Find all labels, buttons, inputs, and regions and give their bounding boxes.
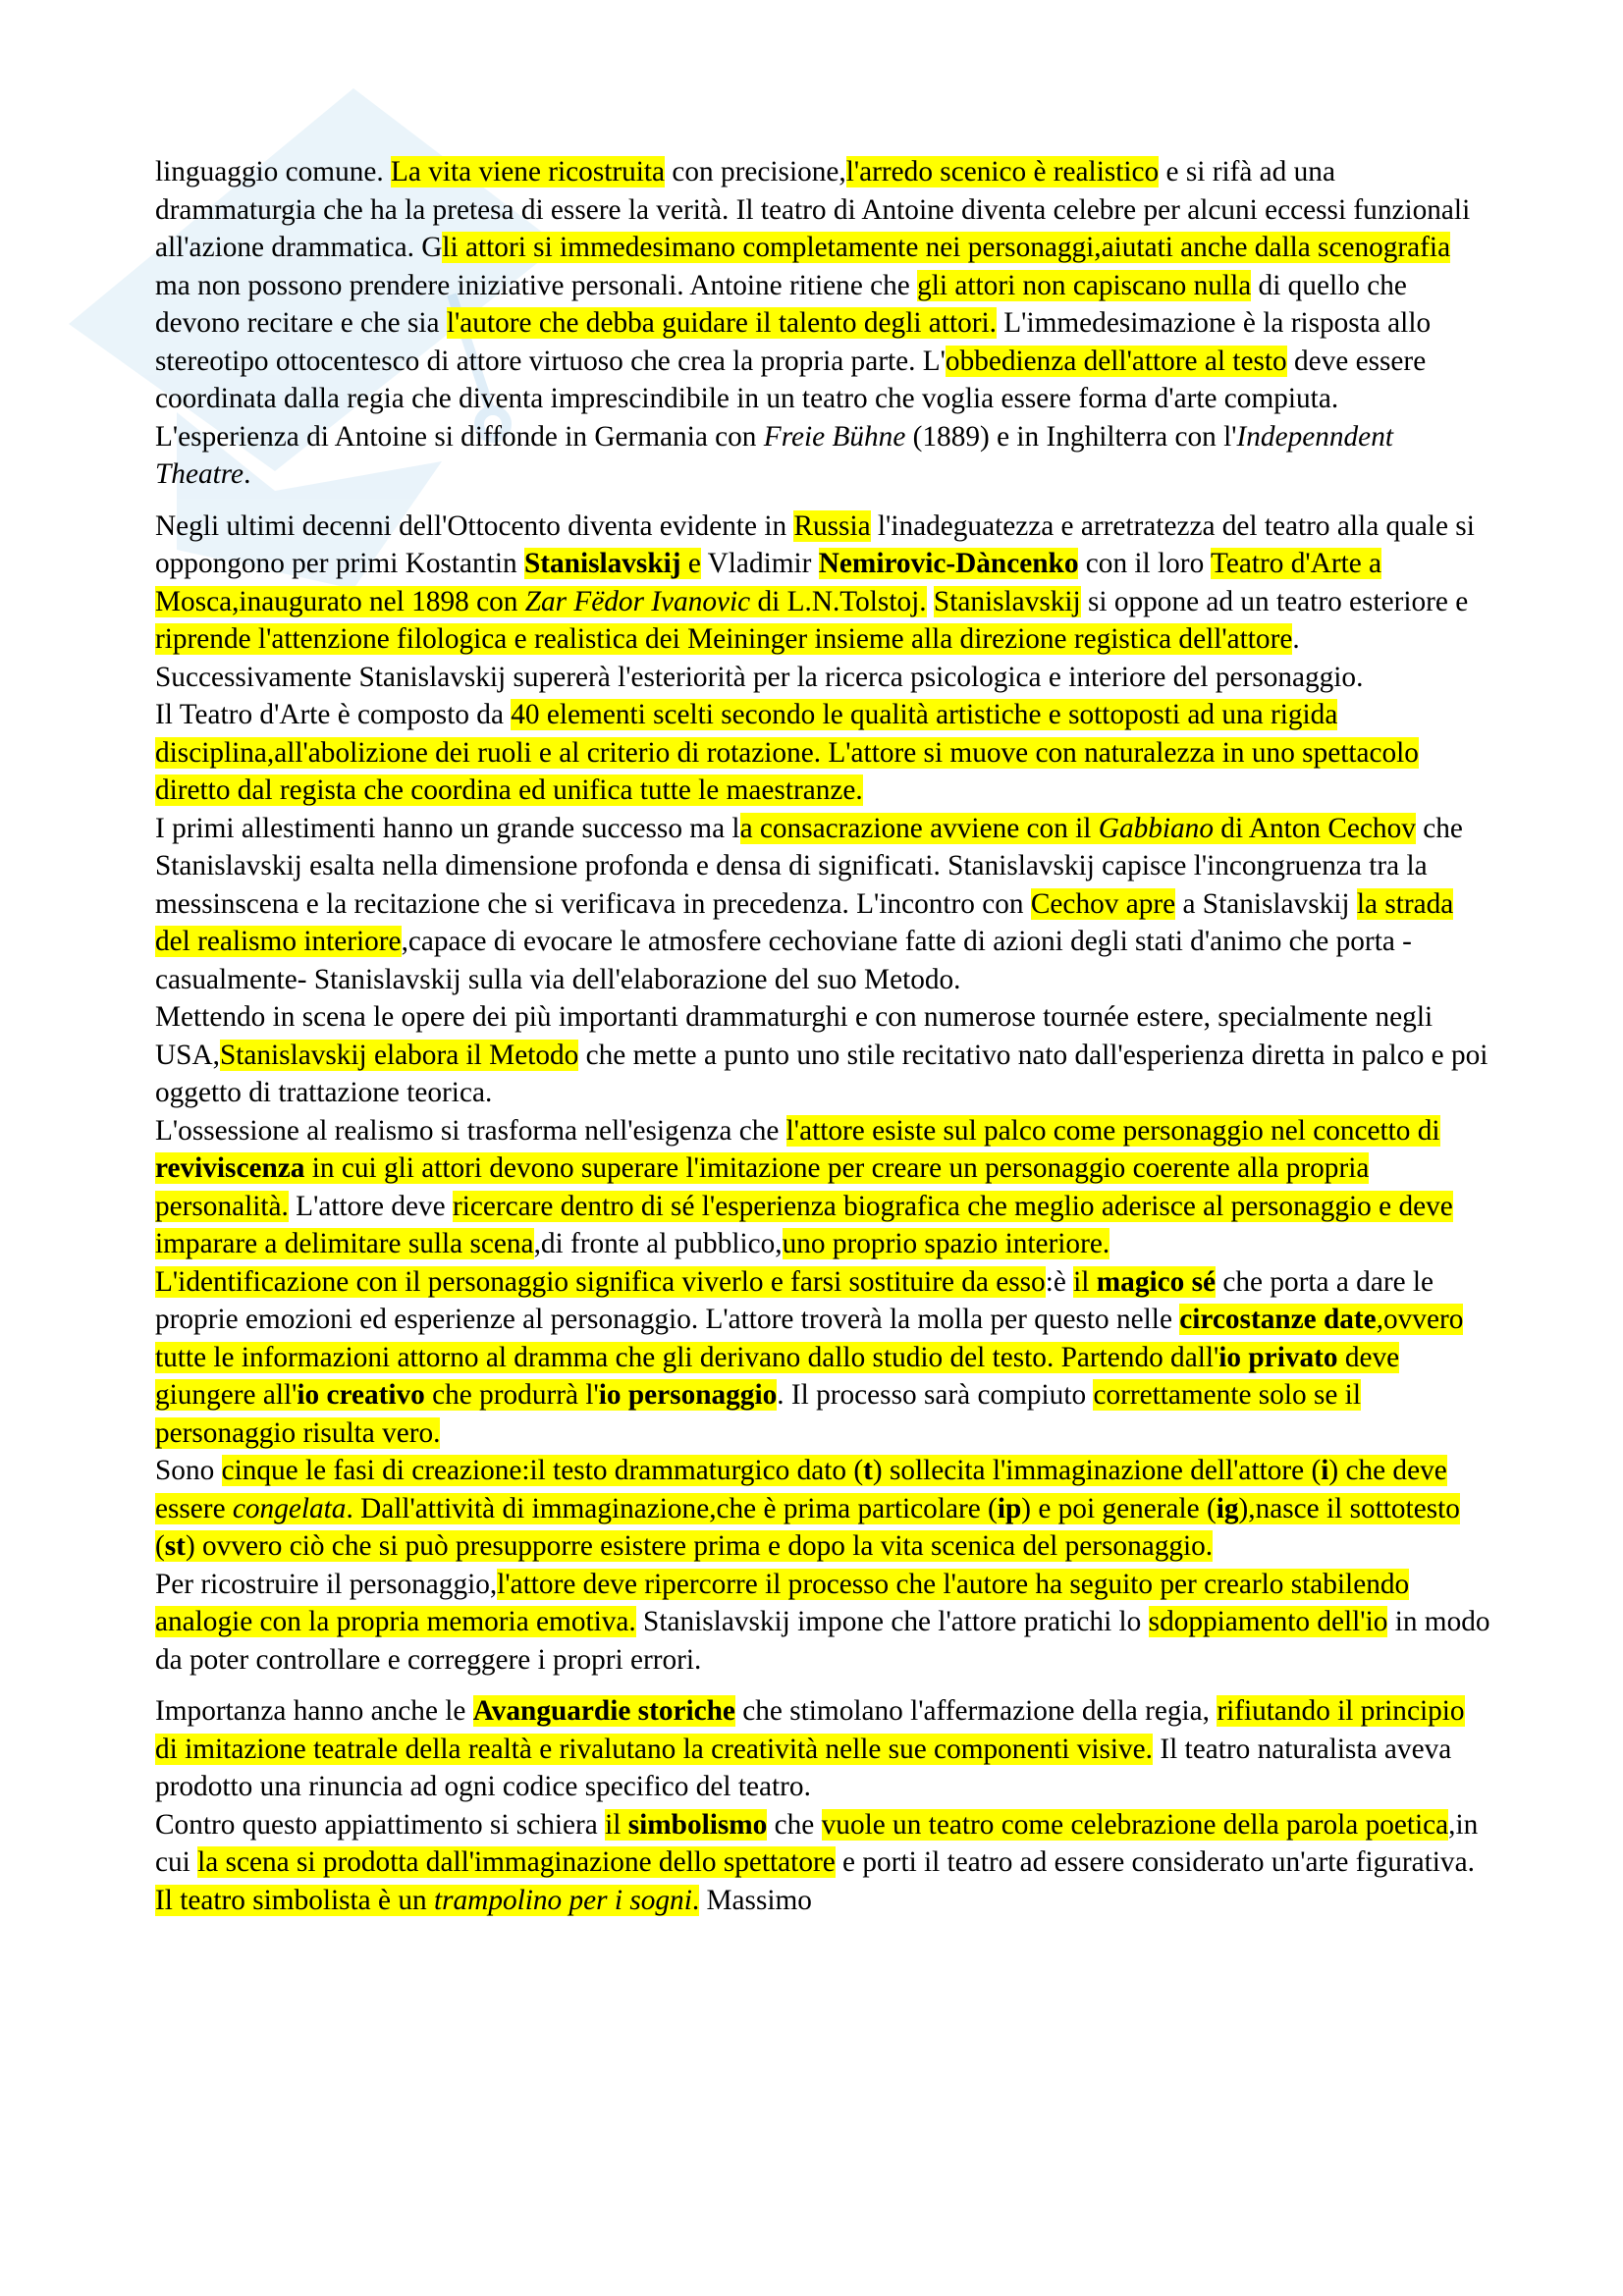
- highlighted-text: Stanislavskij: [933, 585, 1081, 617]
- text-run: Contro questo appiattimento si schiera: [155, 1808, 606, 1841]
- text-run: che Stanislavskij esalta nella dimensione profonda e densa di significati. Stanislavskij capisce l'incongruenza tra la messinscena e la recitazione che si verificava in precedenza. L'incontro con: [155, 812, 1463, 920]
- highlighted-text: l'attore esiste sul palco come personaggio nel concetto di: [785, 1114, 1440, 1147]
- text-run: ,di fronte al pubblico,: [533, 1228, 783, 1259]
- highlighted-text: La vita viene ricostruita: [391, 156, 666, 187]
- highlighted-text: rifiutando il principio di imitazione teatrale della realtà e rivalutano la creatività nelle sue componenti visive.: [155, 1695, 1465, 1765]
- text-run: L'esperienza di Antoine si diffonde in Germania con: [155, 420, 764, 453]
- highlighted-text: Nemirovic-Dàncenko: [818, 548, 1079, 579]
- text-run: . Il processo sarà compiuto: [777, 1379, 1094, 1411]
- highlighted-text: il: [1073, 1265, 1097, 1298]
- highlighted-text: 40 elementi scelti secondo le qualità artistiche e sottoposti ad una rigida disciplina,all'abolizione dei ruoli e al criterio di rotazione. L'attore si muove con naturalezza in uno spettacolo diretto dal regista che coordina ed unifica tutte le maestranze.: [155, 699, 1419, 806]
- text-run: a Stanislavskij: [1175, 887, 1357, 920]
- highlighted-text: Avanguardie storiche: [472, 1695, 735, 1727]
- highlighted-text: correttamente solo se il personaggio risulta vero.: [155, 1379, 1361, 1449]
- highlighted-text: Stanislavskij: [523, 548, 681, 579]
- text-run: Freie Bühne: [763, 420, 906, 453]
- highlighted-text: sdoppiamento dell'io: [1148, 1606, 1388, 1637]
- highlighted-text: l'autore che debba guidare il talento degli attori.: [446, 307, 997, 339]
- highlighted-text: ) ovvero ciò che si può presupporre esistere prima e dopo la vita scenica del personaggio.: [185, 1530, 1214, 1562]
- highlighted-text: L'identificazione con il personaggio significa viverlo e farsi sostituire da esso: [155, 1265, 1046, 1298]
- paragraph: [155, 1452, 1490, 1566]
- text-run: e porti il teatro ad essere considerato un'arte figurativa.: [835, 1846, 1475, 1878]
- text-run: Massimo: [699, 1884, 812, 1916]
- highlighted-text: io privato: [1218, 1341, 1338, 1373]
- highlighted-text: di Anton Cechov: [1213, 812, 1416, 844]
- text-run: (1889) e in Inghilterra con l': [905, 420, 1237, 453]
- highlighted-text: Cechov apre: [1030, 887, 1176, 920]
- highlighted-text: io personaggio: [598, 1379, 778, 1411]
- highlighted-text: vuole un teatro come celebrazione della parola poetica: [821, 1808, 1449, 1841]
- highlighted-text: simbolismo: [627, 1808, 768, 1841]
- highlighted-text: ) che deve essere: [155, 1455, 1447, 1524]
- highlighted-text: io creativo: [297, 1379, 425, 1411]
- text-run: deve essere coordinata dalla regia che diventa imprescindibile in un teatro che voglia essere forma d'arte compiuta.: [155, 345, 1427, 414]
- paragraph: [155, 998, 1490, 1112]
- text-run: di quello che devono recitare e che sia: [155, 269, 1407, 339]
- text-run: Indepenndent Theatre: [155, 420, 1393, 490]
- highlighted-text: ig: [1216, 1492, 1239, 1524]
- highlighted-text: l'attore deve ripercorre il processo che l'autore ha seguito per crearlo stabilendo analogie con la propria memoria emotiva.: [155, 1568, 1410, 1637]
- text-run: e si rifà ad una drammaturgia che ha la pretesa di essere la verità. Il teatro di Antoine diventa celebre per alcuni eccessi funzionali all'azione drammatica. G: [155, 156, 1471, 263]
- text-run: ,capace di evocare le atmosfere cechoviane fatte di azioni degli stati d'animo che porta -casualmente- Stanislavskij sulla via dell'elaborazione del suo Metodo.: [155, 926, 1412, 995]
- highlighted-text: st: [164, 1530, 186, 1562]
- highlighted-text: uno proprio spazio interiore.: [782, 1228, 1110, 1259]
- document-page: [155, 153, 1490, 1919]
- highlighted-text: la strada del realismo interiore: [155, 887, 1454, 957]
- highlighted-text: riprende l'attenzione filologica e realistica dei Meininger insieme alla direzione registica dell'attore: [155, 623, 1293, 655]
- text-run: con il loro: [1078, 548, 1212, 579]
- text-run: in modo da poter controllare e correggere i propri errori.: [155, 1606, 1490, 1676]
- text-run: che: [767, 1808, 822, 1841]
- highlighted-text: in cui gli attori devono superare l'imitazione per creare un personaggio coerente alla propria personalità.: [155, 1152, 1370, 1222]
- text-run: [927, 586, 934, 617]
- highlighted-text: cinque le fasi di creazione:il testo drammaturgico dato (: [221, 1455, 864, 1486]
- highlighted-text: i: [1321, 1455, 1329, 1486]
- highlighted-text: Il teatro simbolista è un: [155, 1884, 434, 1916]
- text-run: L'immedesimazione è la risposta allo stereotipo ottocentesco di attore virtuoso che crea la propria parte. L': [155, 307, 1432, 377]
- paragraph: [155, 1806, 1490, 1920]
- highlighted-text: li attori si immedesimano completamente nei personaggi,aiutati anche dalla scenografia: [442, 232, 1451, 263]
- highlighted-text: t: [863, 1455, 873, 1486]
- paragraph: [155, 1263, 1490, 1453]
- text-run: che stimolano l'affermazione della regia,: [734, 1695, 1217, 1727]
- text-run: I primi allestimenti hanno un grande successo ma l: [155, 812, 740, 844]
- paragraph: [155, 1566, 1490, 1680]
- text-run: Mettendo in scena le opere dei più importanti drammaturghi e con numerose tournée estere, specialmente negli USA,: [155, 1001, 1434, 1071]
- highlighted-text: Russia: [793, 509, 871, 542]
- highlighted-text: ) e poi generale (: [1021, 1492, 1217, 1524]
- highlighted-text: Stanislavskij elabora il Metodo: [219, 1039, 579, 1071]
- paragraph: [155, 1692, 1490, 1806]
- text-run: Vladimir: [700, 548, 819, 579]
- highlighted-text: Teatro d'Arte a Mosca,inaugurato nel 1898 con: [155, 548, 1382, 617]
- text-run: l'inadeguatezza e arretratezza del teatro alla quale si oppongono per primi Kostantin: [155, 509, 1475, 579]
- highlighted-text: reviviscenza: [155, 1152, 305, 1184]
- text-run: Per ricostruire il personaggio,: [155, 1568, 498, 1600]
- highlighted-text: ),nasce il sottotesto (: [155, 1492, 1460, 1562]
- highlighted-text: obbedienza dell'attore al testo: [945, 345, 1287, 377]
- text-run: linguaggio comune.: [155, 156, 392, 187]
- text-run: Stanislavskij impone che l'attore pratichi lo: [635, 1606, 1149, 1637]
- highlighted-text: . Dall'attività di immaginazione,che è prima particolare (: [346, 1492, 998, 1524]
- text-run: che porta a dare le proprie emozioni ed esperienze al personaggio. L'attore troverà la molla per questo nelle: [155, 1265, 1434, 1335]
- highlighted-text: ) sollecita l'immaginazione dell'attore (: [872, 1455, 1322, 1486]
- highlighted-text: .: [691, 1884, 700, 1916]
- text-run: si oppone ad un teatro esteriore e: [1080, 585, 1469, 617]
- highlighted-text: Zar Fëdor Ivanovic: [524, 585, 751, 617]
- highlighted-text: trampolino per i sogni: [433, 1884, 692, 1916]
- text-run: Il teatro naturalista aveva prodotto una rinuncia ad ogni codice specifico del teatro.: [155, 1733, 1452, 1802]
- text-run: L'ossessione al realismo si trasforma nell'esigenza che: [155, 1114, 786, 1147]
- text-run: ma non possono prendere iniziative personali. Antoine ritiene che: [155, 269, 918, 301]
- text-run: . Successivamente Stanislavskij supererà l'esteriorità per la ricerca psicologica e interiore del personaggio.: [155, 623, 1364, 693]
- text-run: .: [243, 458, 251, 490]
- paragraph: [155, 1112, 1490, 1263]
- highlighted-text: l'arredo scenico è realistico: [845, 156, 1160, 187]
- text-run: Sono: [155, 1455, 222, 1486]
- highlighted-text: di L.N.Tolstoj.: [750, 585, 927, 617]
- paragraph: [155, 153, 1490, 418]
- paragraph: [155, 696, 1490, 810]
- text-run: :è: [1045, 1265, 1074, 1298]
- paragraph: [155, 418, 1490, 494]
- text-run: che mette a punto uno stile recitativo nato dall'esperienza diretta in palco e poi oggetto di trattazione teorica.: [155, 1039, 1488, 1108]
- paragraph: [155, 507, 1490, 697]
- highlighted-text: e: [680, 548, 701, 579]
- highlighted-text: circostanze date: [1179, 1304, 1377, 1335]
- highlighted-text: ricercare dentro di sé l'esperienza biografica che meglio aderisce al personaggio e deve imparare a delimitare sulla scena: [155, 1190, 1453, 1259]
- highlighted-text: ,ovvero tutte le informazioni attorno al dramma che gli derivano dallo studio del testo. Partendo dall': [155, 1304, 1464, 1373]
- highlighted-text: la scena si prodotta dall'immaginazione dello spettatore: [197, 1846, 836, 1878]
- highlighted-text: congelata: [232, 1492, 347, 1524]
- highlighted-text: deve giungere all': [155, 1341, 1400, 1411]
- text-run: Importanza hanno anche le: [155, 1695, 473, 1727]
- highlighted-text: magico sé: [1096, 1265, 1217, 1298]
- text-run: Il Teatro d'Arte è composto da: [155, 699, 512, 730]
- highlighted-text: a consacrazione avviene con il: [739, 812, 1099, 844]
- text-run: con precisione,: [665, 156, 846, 187]
- highlighted-text: gli attori non capiscano nulla: [917, 269, 1252, 301]
- highlighted-text: ip: [997, 1492, 1022, 1524]
- text-run: L'attore deve: [288, 1190, 454, 1222]
- highlighted-text: che produrrà l': [424, 1379, 599, 1411]
- paragraph: [155, 810, 1490, 999]
- text-run: ,in cui: [155, 1808, 1479, 1878]
- highlighted-text: Gabbiano: [1098, 812, 1214, 844]
- text-run: Negli ultimi decenni dell'Ottocento diventa evidente in: [155, 509, 794, 542]
- highlighted-text: il: [605, 1808, 628, 1841]
